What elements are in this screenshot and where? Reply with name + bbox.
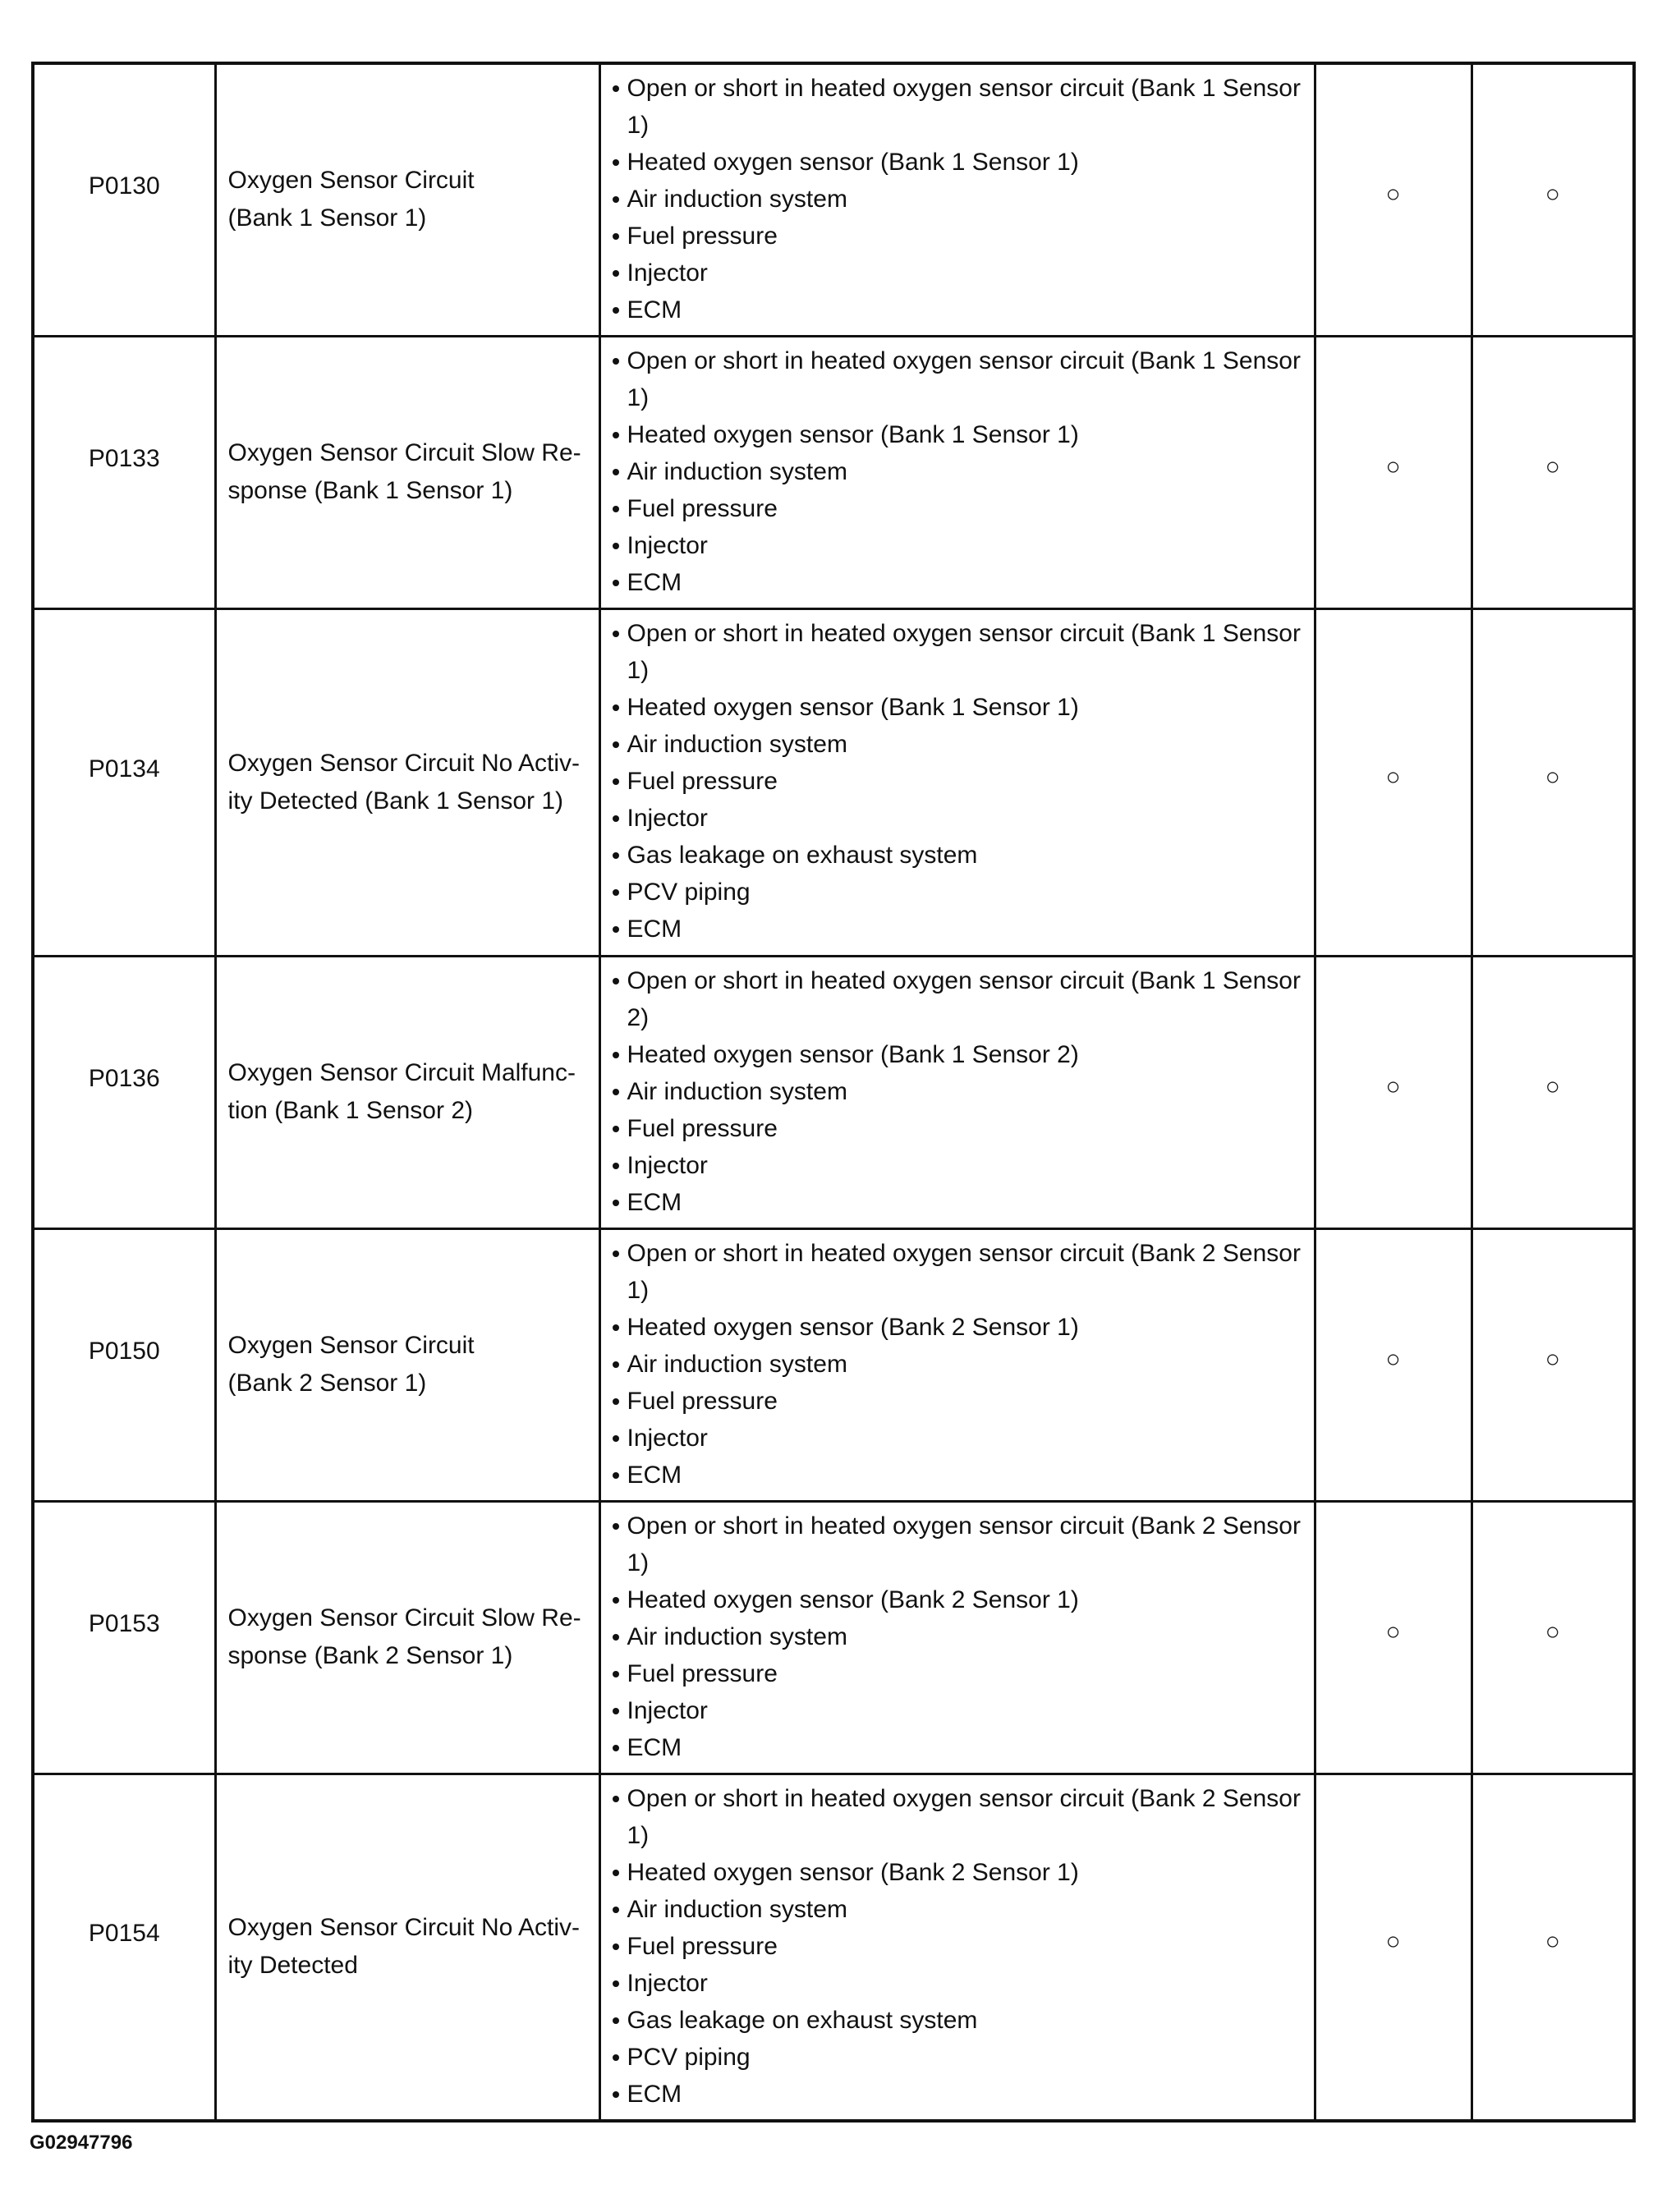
trouble-area-item: Injector: [613, 800, 1306, 837]
circle-mark-icon: ○: [1545, 1928, 1560, 1956]
trouble-area-item: Air induction system: [613, 1891, 1306, 1928]
circle-mark-icon: ○: [1385, 1073, 1401, 1100]
trouble-areas-cell: [599, 1501, 1315, 1774]
dtc-table: [31, 62, 1636, 2123]
trouble-area-list: [613, 1235, 1306, 1494]
trouble-area-item: Injector: [613, 1420, 1306, 1457]
trouble-area-list: [613, 342, 1306, 601]
trouble-areas-cell: [599, 63, 1315, 336]
mil-mark-cell: [1315, 1501, 1471, 1774]
dtc-name: Oxygen Sensor Circuit (Bank 1 Sensor 1): [227, 167, 475, 232]
trouble-area-item: Heated oxygen sensor (Bank 2 Sensor 1): [613, 1854, 1306, 1891]
trouble-areas-cell: [599, 956, 1315, 1228]
trouble-area-item: PCV piping: [613, 2039, 1306, 2076]
dtc-code: P0130: [88, 172, 160, 200]
trouble-area-item: Heated oxygen sensor (Bank 1 Sensor 1): [613, 689, 1306, 726]
trouble-area-item: Open or short in heated oxygen sensor circuit (Bank 1 Sensor 1): [613, 615, 1306, 689]
circle-mark-icon: ○: [1545, 763, 1560, 791]
trouble-area-item: Gas leakage on exhaust system: [613, 2002, 1306, 2039]
dtc-code-cell: [33, 608, 215, 956]
trouble-area-item: Fuel pressure: [613, 1383, 1306, 1420]
circle-mark-icon: ○: [1545, 1346, 1560, 1373]
mil-mark-cell: [1315, 608, 1471, 956]
trouble-area-item: ECM: [613, 1729, 1306, 1766]
trouble-area-item: Injector: [613, 1965, 1306, 2002]
dtc-code-cell: [33, 336, 215, 608]
dtc-name: Oxygen Sensor Circuit Malfunc- tion (Bank 1 Sensor 2): [227, 1059, 576, 1124]
trouble-area-item: Fuel pressure: [613, 1928, 1306, 1965]
dtc-code: P0134: [88, 755, 160, 782]
dtc-name-cell: [215, 608, 599, 956]
figure-id: G02947796: [30, 2132, 133, 2154]
table-row: [33, 956, 1634, 1228]
trouble-area-item: Fuel pressure: [613, 1655, 1306, 1692]
circle-mark-icon: ○: [1385, 763, 1401, 791]
circle-mark-icon: ○: [1545, 1618, 1560, 1645]
circle-mark-icon: ○: [1385, 453, 1401, 480]
dtc-name: Oxygen Sensor Circuit Slow Re- sponse (Bank 1 Sensor 1): [227, 439, 581, 504]
trouble-area-item: ECM: [613, 2076, 1306, 2113]
table-row: [33, 63, 1634, 336]
circle-mark-icon: ○: [1385, 1346, 1401, 1373]
memory-mark-cell: [1471, 956, 1634, 1228]
trouble-area-item: Air induction system: [613, 1618, 1306, 1655]
trouble-areas-cell: [599, 1774, 1315, 2121]
trouble-area-item: Air induction system: [613, 453, 1306, 490]
memory-mark-cell: [1471, 1501, 1634, 1774]
dtc-code: P0133: [88, 445, 160, 472]
trouble-areas-cell: [599, 336, 1315, 608]
dtc-name-cell: [215, 336, 599, 608]
trouble-area-list: [613, 70, 1306, 328]
trouble-area-item: Fuel pressure: [613, 763, 1306, 800]
trouble-area-item: Injector: [613, 527, 1306, 564]
dtc-code-cell: [33, 1228, 215, 1501]
circle-mark-icon: ○: [1545, 453, 1560, 480]
dtc-name: Oxygen Sensor Circuit No Activ- ity Detected: [227, 1914, 580, 1980]
trouble-area-item: Air induction system: [613, 1346, 1306, 1383]
trouble-area-item: ECM: [613, 911, 1306, 948]
trouble-area-item: Heated oxygen sensor (Bank 2 Sensor 1): [613, 1309, 1306, 1346]
trouble-area-item: Air induction system: [613, 726, 1306, 763]
trouble-area-item: Open or short in heated oxygen sensor circuit (Bank 2 Sensor 1): [613, 1780, 1306, 1854]
dtc-name-cell: [215, 1228, 599, 1501]
trouble-area-item: Injector: [613, 1147, 1306, 1184]
memory-mark-cell: [1471, 1774, 1634, 2121]
trouble-area-item: Heated oxygen sensor (Bank 1 Sensor 1): [613, 416, 1306, 453]
circle-mark-icon: ○: [1385, 1618, 1401, 1645]
dtc-code: P0150: [88, 1338, 160, 1365]
trouble-area-item: Gas leakage on exhaust system: [613, 837, 1306, 874]
table-row: [33, 1774, 1634, 2121]
dtc-code: P0136: [88, 1065, 160, 1092]
circle-mark-icon: ○: [1545, 1073, 1560, 1100]
dtc-name-cell: [215, 1774, 599, 2121]
table-row: [33, 608, 1634, 956]
dtc-name-cell: [215, 956, 599, 1228]
trouble-area-item: Open or short in heated oxygen sensor circuit (Bank 2 Sensor 1): [613, 1235, 1306, 1309]
dtc-name: Oxygen Sensor Circuit Slow Re- sponse (Bank 2 Sensor 1): [227, 1604, 581, 1669]
trouble-area-item: Open or short in heated oxygen sensor circuit (Bank 1 Sensor 2): [613, 962, 1306, 1036]
trouble-area-item: PCV piping: [613, 874, 1306, 911]
trouble-areas-cell: [599, 608, 1315, 956]
trouble-area-item: ECM: [613, 1184, 1306, 1221]
mil-mark-cell: [1315, 336, 1471, 608]
trouble-area-item: ECM: [613, 564, 1306, 601]
dtc-code-cell: [33, 63, 215, 336]
memory-mark-cell: [1471, 336, 1634, 608]
table-row: [33, 336, 1634, 608]
dtc-name-cell: [215, 63, 599, 336]
mil-mark-cell: [1315, 1228, 1471, 1501]
trouble-area-list: [613, 962, 1306, 1221]
dtc-name: Oxygen Sensor Circuit (Bank 2 Sensor 1): [227, 1332, 475, 1397]
dtc-code: P0153: [88, 1610, 160, 1637]
trouble-area-item: Fuel pressure: [613, 218, 1306, 255]
trouble-area-item: Open or short in heated oxygen sensor circuit (Bank 2 Sensor 1): [613, 1508, 1306, 1581]
trouble-area-item: Air induction system: [613, 181, 1306, 218]
trouble-areas-cell: [599, 1228, 1315, 1501]
trouble-area-item: Open or short in heated oxygen sensor circuit (Bank 1 Sensor 1): [613, 70, 1306, 144]
dtc-code-cell: [33, 1501, 215, 1774]
dtc-name-cell: [215, 1501, 599, 1774]
dtc-code-cell: [33, 956, 215, 1228]
trouble-area-item: Open or short in heated oxygen sensor circuit (Bank 1 Sensor 1): [613, 342, 1306, 416]
circle-mark-icon: ○: [1385, 1928, 1401, 1956]
memory-mark-cell: [1471, 608, 1634, 956]
mil-mark-cell: [1315, 63, 1471, 336]
dtc-code-cell: [33, 1774, 215, 2121]
trouble-area-item: Fuel pressure: [613, 490, 1306, 527]
trouble-area-item: Fuel pressure: [613, 1110, 1306, 1147]
trouble-area-item: Heated oxygen sensor (Bank 2 Sensor 1): [613, 1581, 1306, 1618]
table-row: [33, 1501, 1634, 1774]
trouble-area-list: [613, 1508, 1306, 1766]
dtc-name: Oxygen Sensor Circuit No Activ- ity Detected (Bank 1 Sensor 1): [227, 749, 580, 815]
mil-mark-cell: [1315, 956, 1471, 1228]
memory-mark-cell: [1471, 63, 1634, 336]
trouble-area-list: [613, 1780, 1306, 2113]
trouble-area-item: ECM: [613, 291, 1306, 328]
table-row: [33, 1228, 1634, 1501]
memory-mark-cell: [1471, 1228, 1634, 1501]
circle-mark-icon: ○: [1545, 181, 1560, 209]
trouble-area-item: Heated oxygen sensor (Bank 1 Sensor 1): [613, 144, 1306, 181]
circle-mark-icon: ○: [1385, 181, 1401, 209]
trouble-area-item: Heated oxygen sensor (Bank 1 Sensor 2): [613, 1036, 1306, 1073]
trouble-area-item: Air induction system: [613, 1073, 1306, 1110]
trouble-area-item: Injector: [613, 1692, 1306, 1729]
trouble-area-item: ECM: [613, 1457, 1306, 1494]
mil-mark-cell: [1315, 1774, 1471, 2121]
trouble-area-list: [613, 615, 1306, 948]
dtc-code: P0154: [88, 1920, 160, 1948]
trouble-area-item: Injector: [613, 255, 1306, 291]
dtc-table-body: [33, 63, 1634, 2121]
